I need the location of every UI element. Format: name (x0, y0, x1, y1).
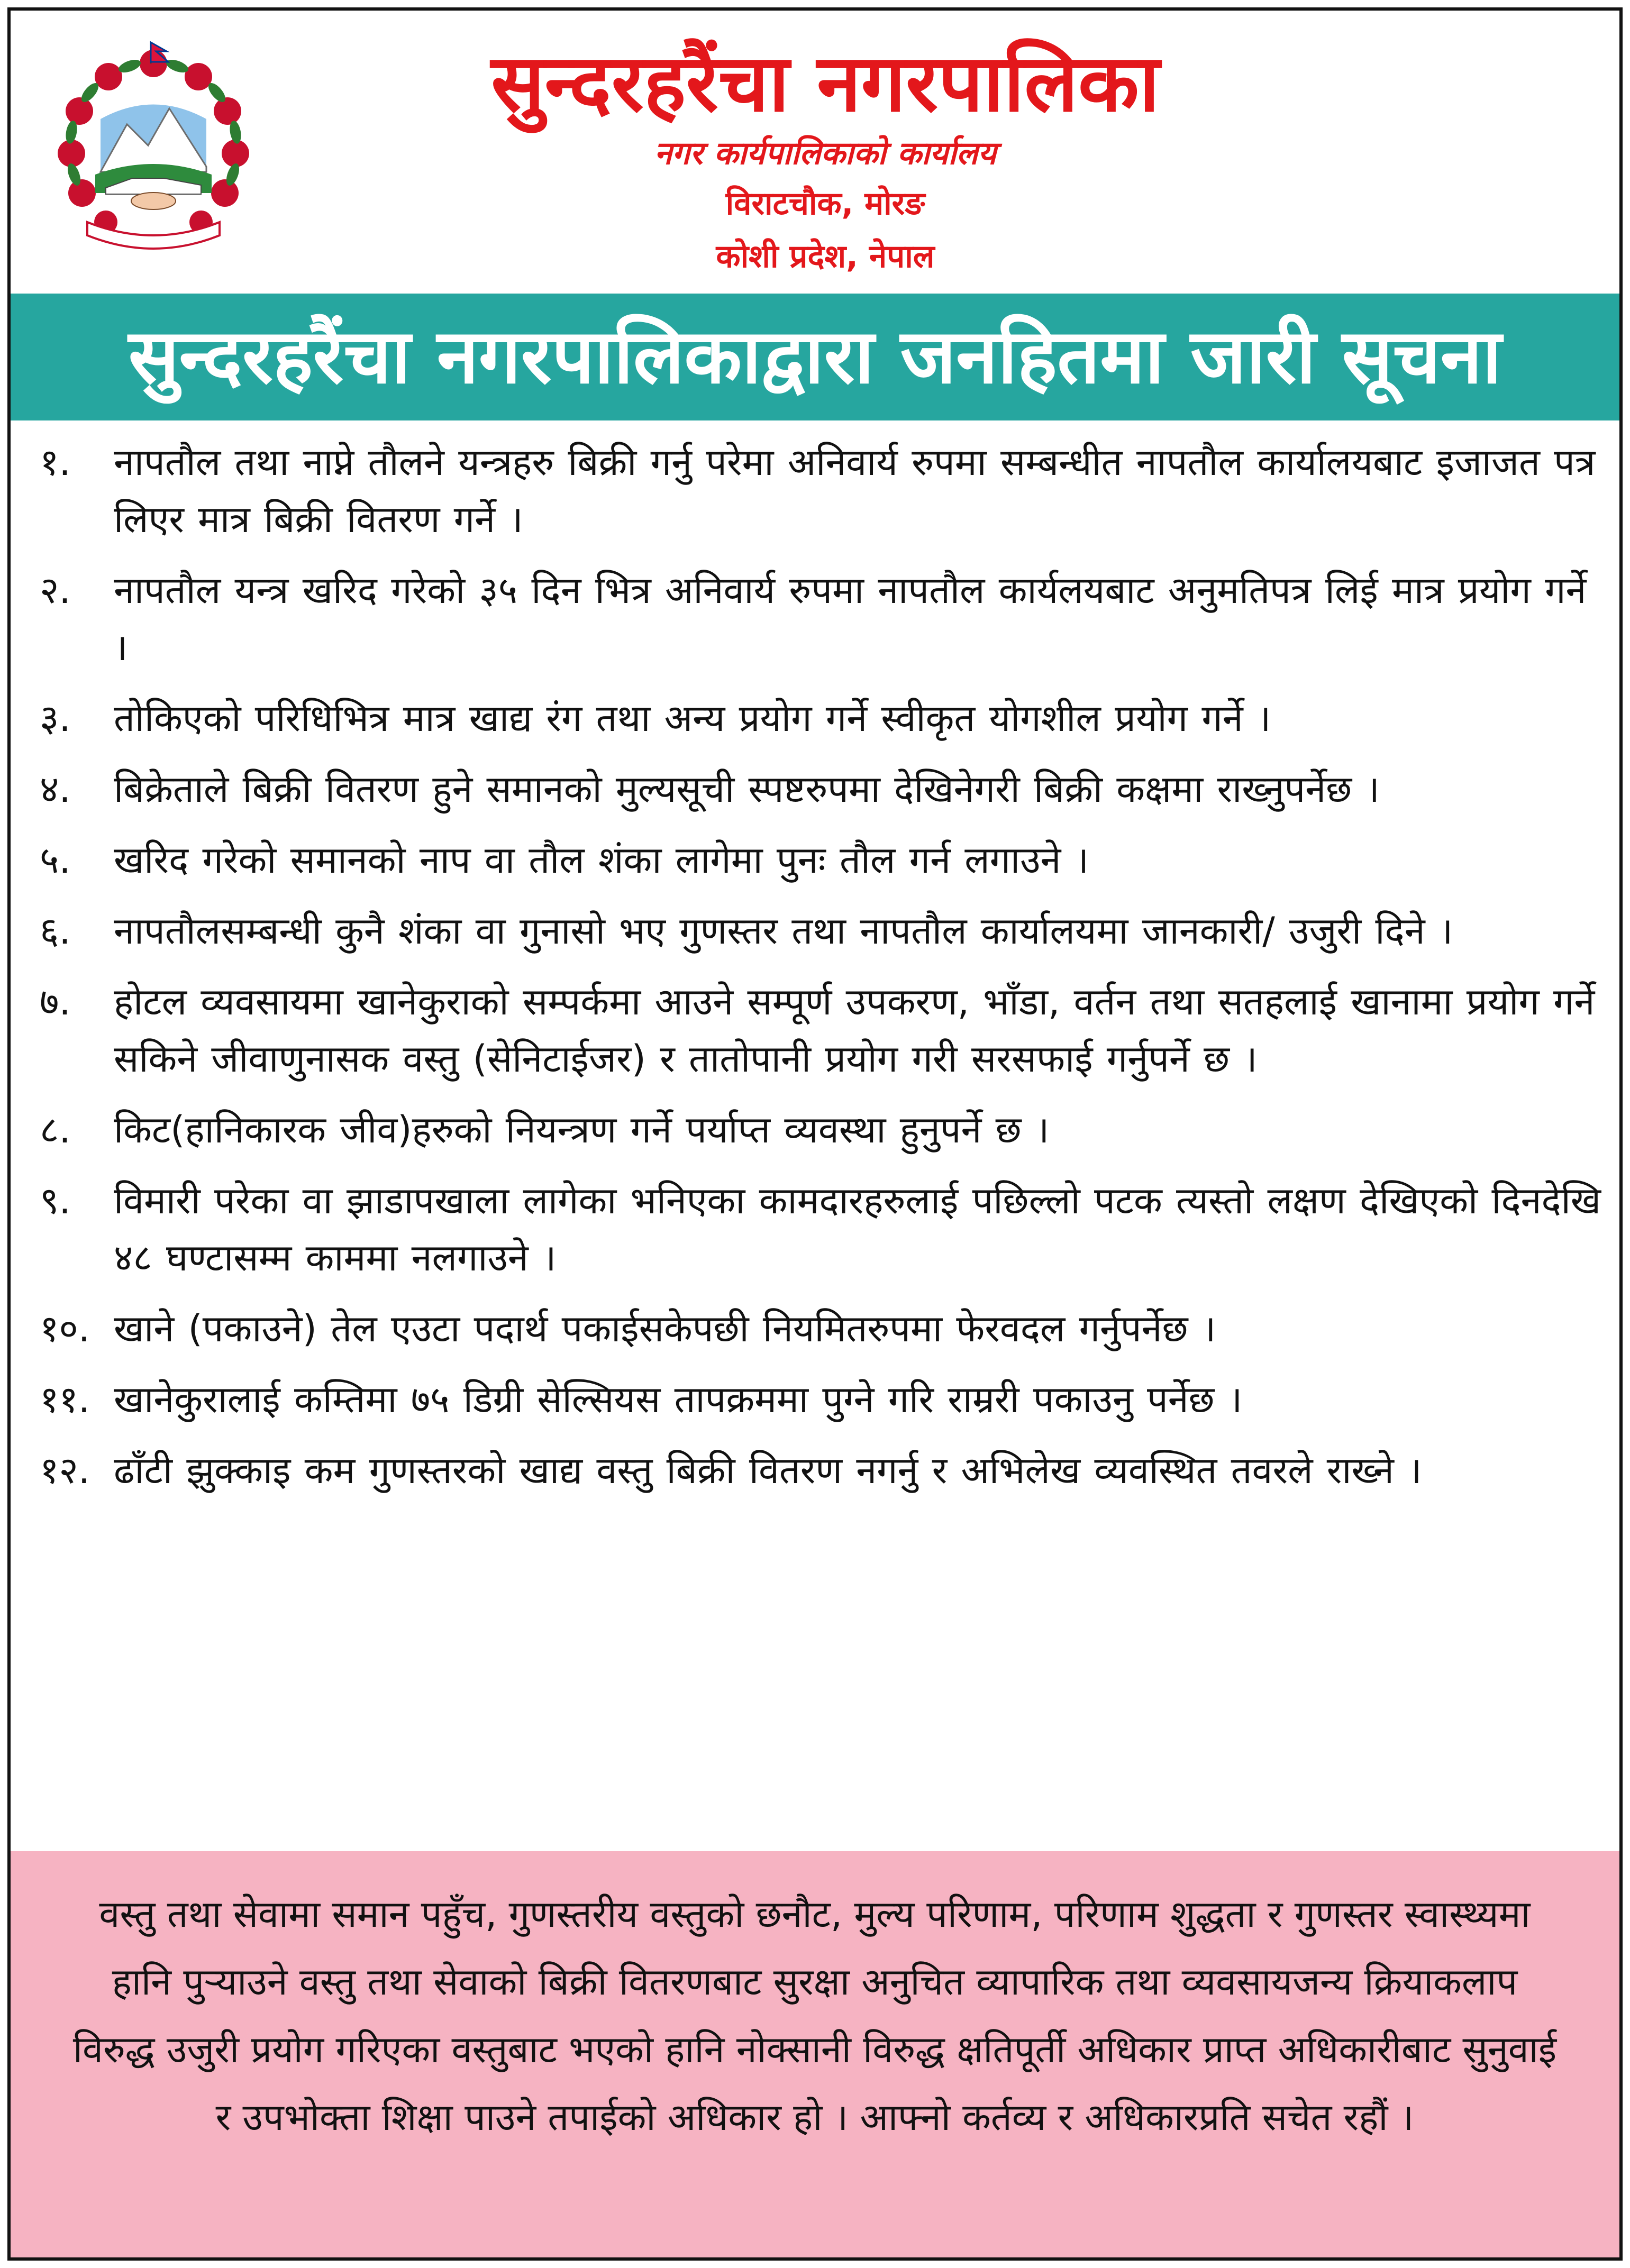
notice-title: सुन्दरहरैंचा नगरपालिकाद्वारा जनहितमा जारी सूचना (128, 313, 1502, 400)
notice-frame (7, 7, 1623, 2261)
notice-item (40, 1101, 1606, 1158)
notice-item (40, 973, 1606, 1087)
notice-item (40, 1442, 1606, 1499)
notice-item (40, 690, 1606, 747)
notice-number: ८. (40, 1108, 71, 1151)
office-name: नगर कार्यपालिकाको कार्यालय (654, 135, 997, 172)
notice-list (40, 434, 1606, 1499)
notice-number: ११. (40, 1378, 90, 1421)
notice-item (40, 902, 1606, 959)
notice-number: ४. (40, 767, 71, 811)
notice-text: किट(हानिकारक जीव)हरुको नियन्त्रण गर्ने पर्याप्त व्यवस्था हुनुपर्ने छ । (114, 1108, 1050, 1151)
notice-text: खाने (पकाउने) तेल एउटा पदार्थ पकाईसकेपछी नियमितरुपमा फेरवदल गर्नुपर्नेछ । (114, 1307, 1216, 1350)
notice-text: होटल व्यवसायमा खानेकुराको सम्पर्कमा आउने सम्पूर्ण उपकरण, भाँडा, वर्तन तथा सतहलाई खानामा प्रयोग गर्ने सकिने जीवाणुनासक वस्तु (सेनिटाईजर) र तातोपानी प्रयोग गरी सरसफाई गर्नुपर्ने छ । (114, 980, 1595, 1081)
notice-text: नापतौल तथा नाप्ने तौलने यन्त्रहरु बिक्री गर्नु परेमा अनिवार्य रुपमा सम्बन्धीत नापतौल कार्यालयबाट इजाजत पत्र लिएर मात्र बिक्री वितरण गर्ने । (114, 441, 1596, 541)
notice-text: नापतौल यन्त्र खरिद गरेको ३५ दिन भित्र अनिवार्य रुपमा नापतौल कार्यलयबाट अनुमतिपत्र लिई मात्र प्रयोग गर्ने । (114, 569, 1587, 669)
notice-number: ७. (40, 980, 71, 1023)
notice-number: ६. (40, 909, 71, 953)
office-province: कोशी प्रदेश, नेपाल (716, 238, 935, 275)
notice-item (40, 1300, 1606, 1357)
notice-number: १२. (40, 1449, 90, 1492)
notice-item (40, 1371, 1606, 1428)
consumer-rights-footer (11, 1851, 1619, 2257)
notice-title-banner (11, 294, 1619, 420)
consumer-rights-text: वस्तु तथा सेवामा समान पहुँच, गुणस्तरीय वस्तुको छनौट, मुल्य परिणाम, परिणाम शुद्धता र गुणस्तर स्वास्थ्यमा हानि पुर्‍याउने वस्तु तथा सेवाको बिक्री वितरणबाट सुरक्षा अनुचित व्यापारिक तथा व्यवसायजन्य क्रियाकलाप विरुद्ध उजुरी प्रयोग गरिएका वस्तुबाट भएको हानि नोक्सानी विरुद्ध क्षतिपूर्ती अधिकार प्राप्त अधिकारीबाट सुनुवाई र उपभोक्ता शिक्षा पाउने तपाईको अधिकार हो । आफ्नो कर्तव्य र अधिकारप्रति सचेत रहौं । (72, 1892, 1557, 2139)
header (11, 11, 1619, 291)
notice-number: ९. (40, 1179, 71, 1222)
notice-number: २. (40, 569, 71, 612)
notice-number: ५. (40, 838, 71, 882)
notice-item (40, 434, 1606, 548)
notice-text: खानेकुरालाई कम्तिमा ७५ डिग्री सेल्सियस तापक्रममा पुग्ने गरि राम्ररी पकाउनु पर्नेछ । (114, 1378, 1243, 1421)
notice-item (40, 761, 1606, 818)
notice-text: ढाँटी झुक्काइ कम गुणस्तरको खाद्य वस्तु बिक्री वितरण नगर्नु र अभिलेख व्यवस्थित तवरले राख्ने । (114, 1449, 1422, 1492)
notice-item (40, 1172, 1606, 1286)
notice-item (40, 831, 1606, 889)
municipality-name: सुन्दरहरैंचा नगरपालिका (491, 38, 1160, 130)
notice-number: १०. (40, 1307, 90, 1350)
notice-item (40, 562, 1606, 676)
notice-number: ३. (40, 697, 71, 740)
nepal-emblem-icon (42, 40, 265, 262)
notice-text: तोकिएको परिधिभित्र मात्र खाद्य रंग तथा अन्य प्रयोग गर्ने स्वीकृत योगशील प्रयोग गर्ने । (114, 697, 1271, 740)
notice-number: १. (40, 441, 71, 484)
notice-text: खरिद गरेको समानको नाप वा तौल शंका लागेमा पुनः तौल गर्न लगाउने । (114, 838, 1089, 882)
notice-text: बिक्रेताले बिक्री वितरण हुने समानको मुल्यसूची स्पष्टरुपमा देखिनेगरी बिक्री कक्षमा राख्नुपर्नेछ । (114, 767, 1380, 811)
notice-text: विमारी परेका वा झाडापखाला लागेका भनिएका कामदारहरुलाई पछिल्लो पटक त्यस्तो लक्षण देखिएको दिनदेखि ४८ घण्टासम्म काममा नलगाउने । (114, 1179, 1601, 1279)
notice-text: नापतौलसम्बन्धी कुनै शंका वा गुनासो भए गुणस्तर तथा नापतौल कार्यालयमा जानकारी/ उजुरी दिने । (114, 909, 1453, 953)
office-location: विराटचौक, मोरङ (725, 185, 925, 222)
